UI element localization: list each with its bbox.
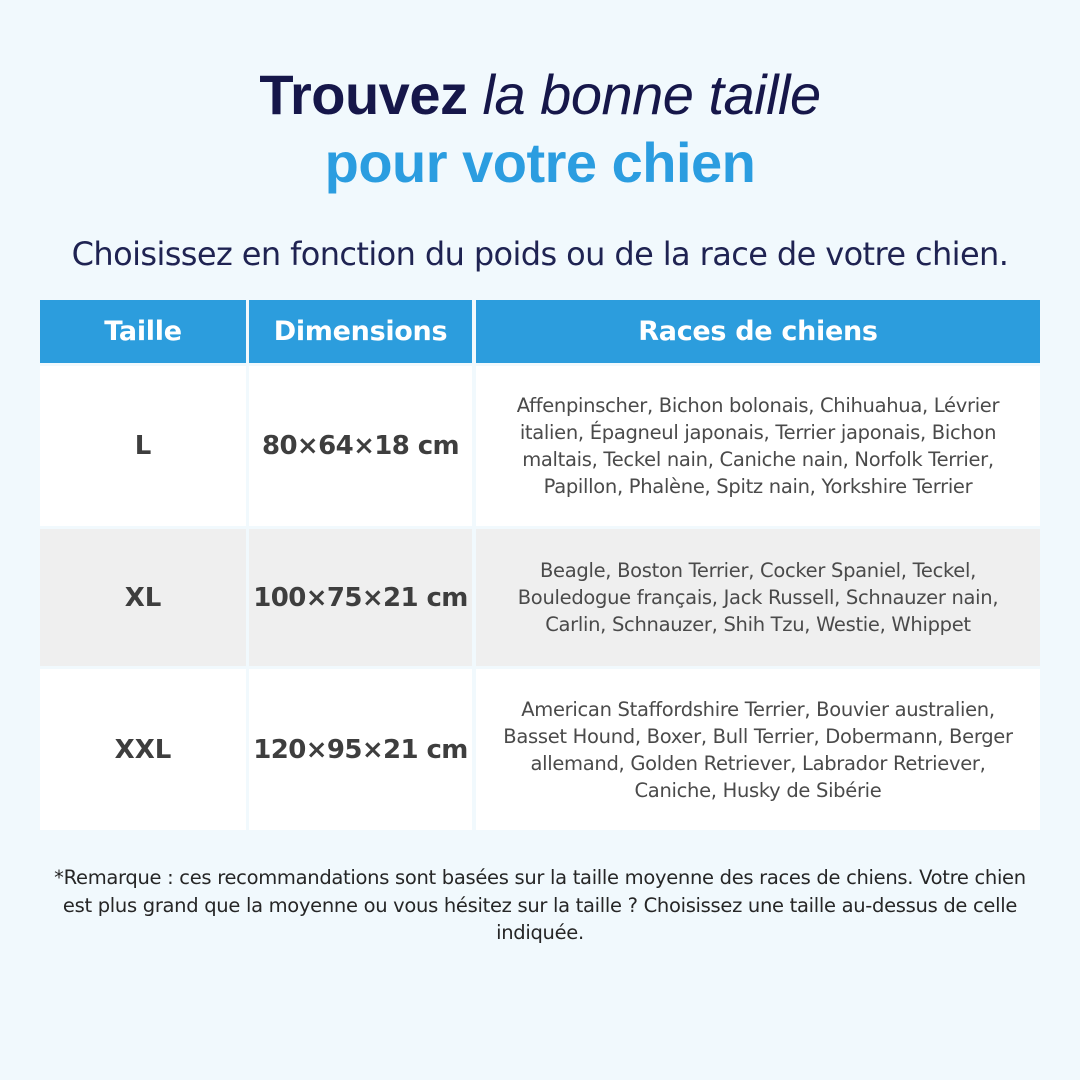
dimensions-cell: 80×64×18 cm bbox=[249, 366, 472, 526]
page-title-line2: pour votre chien bbox=[324, 131, 756, 194]
breeds-cell: American Staffordshire Terrier, Bouvier australien, Basset Hound, Boxer, Bull Terrier, Dobermann, Berger allemand, Golden Retriever, Labrador Retriever, Caniche, Husky de Sibérie bbox=[476, 669, 1040, 830]
header-breeds: Races de chiens bbox=[476, 300, 1040, 363]
title-italic-phrase: la bonne taille bbox=[482, 63, 821, 126]
size-cell: XXL bbox=[40, 669, 246, 830]
breeds-cell: Affenpinscher, Bichon bolonais, Chihuahua, Lévrier italien, Épagneul japonais, Terrier japonais, Bichon maltais, Teckel nain, Caniche nain, Norfolk Terrier, Papillon, Phalène, Spitz nain, Yorkshire Terrier bbox=[476, 366, 1040, 526]
header-dimensions: Dimensions bbox=[249, 300, 472, 363]
subtitle: Choisissez en fonction du poids ou de la race de votre chien. bbox=[71, 235, 1009, 273]
table-header-row bbox=[40, 300, 1040, 363]
dimensions-cell: 100×75×21 cm bbox=[249, 529, 472, 666]
size-cell: L bbox=[40, 366, 246, 526]
table-row bbox=[40, 669, 1040, 830]
breeds-cell: Beagle, Boston Terrier, Cocker Spaniel, Teckel, Bouledogue français, Jack Russell, Schnauzer nain, Carlin, Schnauzer, Shih Tzu, Westie, Whippet bbox=[476, 529, 1040, 666]
dimensions-cell: 120×95×21 cm bbox=[249, 669, 472, 830]
footnote: *Remarque : ces recommandations sont basées sur la taille moyenne des races de chiens. Votre chien est plus grand que la moyenne ou vous hésitez sur la taille ? Choisissez une taille au-dessus de celle indiquée. bbox=[54, 866, 1026, 944]
table-row bbox=[40, 529, 1040, 666]
title-bold-word: Trouvez bbox=[259, 63, 468, 126]
header-size: Taille bbox=[40, 300, 246, 363]
size-cell: XL bbox=[40, 529, 246, 666]
page-title bbox=[0, 62, 1080, 128]
table-row bbox=[40, 366, 1040, 526]
